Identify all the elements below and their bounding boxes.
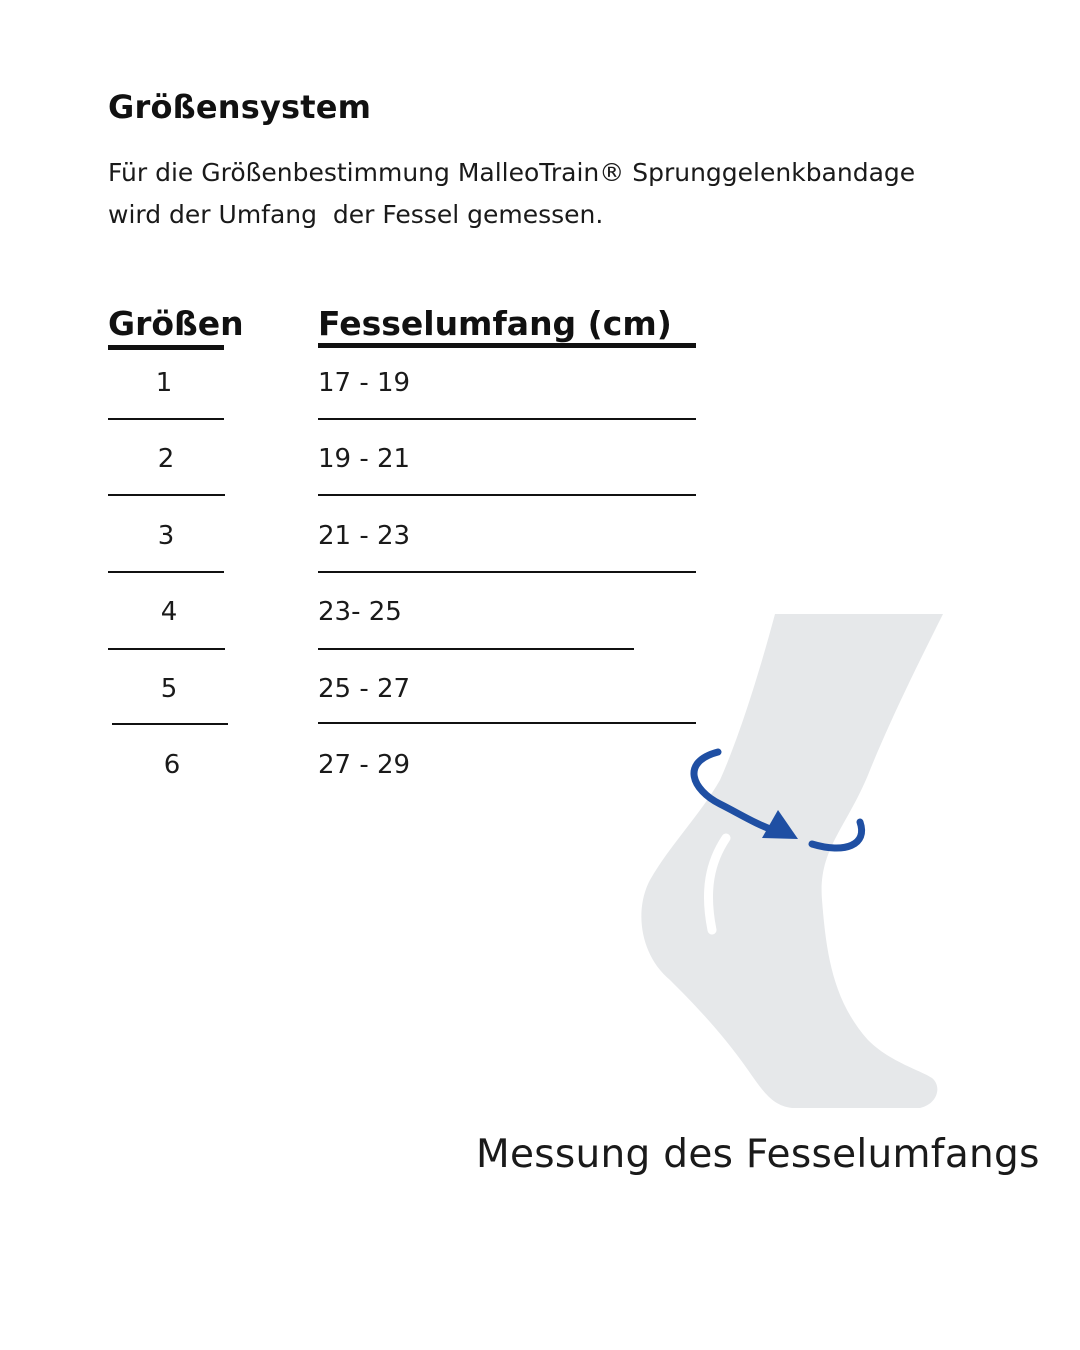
circumference-cell: 25 - 27 bbox=[318, 674, 411, 704]
row-divider bbox=[108, 571, 224, 573]
row-divider bbox=[108, 648, 225, 650]
size-cell: 5 bbox=[160, 674, 178, 704]
size-cell: 4 bbox=[160, 597, 178, 627]
circumference-cell: 21 - 23 bbox=[318, 521, 411, 551]
intro-text bbox=[108, 152, 988, 236]
column-header-size: Größen bbox=[108, 304, 244, 343]
circumference-cell: 17 - 19 bbox=[318, 368, 411, 398]
intro-line-1: Für die Größenbestimmung MalleoTrain® Sprunggelenkbandage bbox=[108, 158, 916, 187]
foot-silhouette bbox=[641, 614, 943, 1108]
illustration-caption: Messung des Fesselumfangs bbox=[476, 1132, 1040, 1177]
row-divider bbox=[318, 494, 696, 496]
row-divider bbox=[318, 571, 696, 573]
circumference-cell: 19 - 21 bbox=[318, 444, 411, 474]
size-cell: 2 bbox=[157, 444, 175, 474]
row-divider bbox=[108, 494, 225, 496]
circumference-cell: 27 - 29 bbox=[318, 750, 411, 780]
intro-line-2: wird der Umfang der Fessel gemessen. bbox=[108, 200, 604, 229]
size-cell: 1 bbox=[155, 368, 173, 398]
column-header-circumference: Fesselumfang (cm) bbox=[318, 304, 672, 343]
size-cell: 6 bbox=[163, 750, 181, 780]
circumference-cell: 23- 25 bbox=[318, 597, 402, 627]
row-divider bbox=[108, 418, 224, 420]
header-rule-size bbox=[108, 345, 224, 350]
row-divider bbox=[112, 723, 228, 725]
foot-measurement-icon bbox=[620, 600, 980, 1120]
row-divider bbox=[318, 648, 634, 650]
row-divider bbox=[318, 418, 696, 420]
page-title: Größensystem bbox=[108, 88, 372, 126]
header-rule-circumference bbox=[318, 343, 696, 348]
size-cell: 3 bbox=[157, 521, 175, 551]
